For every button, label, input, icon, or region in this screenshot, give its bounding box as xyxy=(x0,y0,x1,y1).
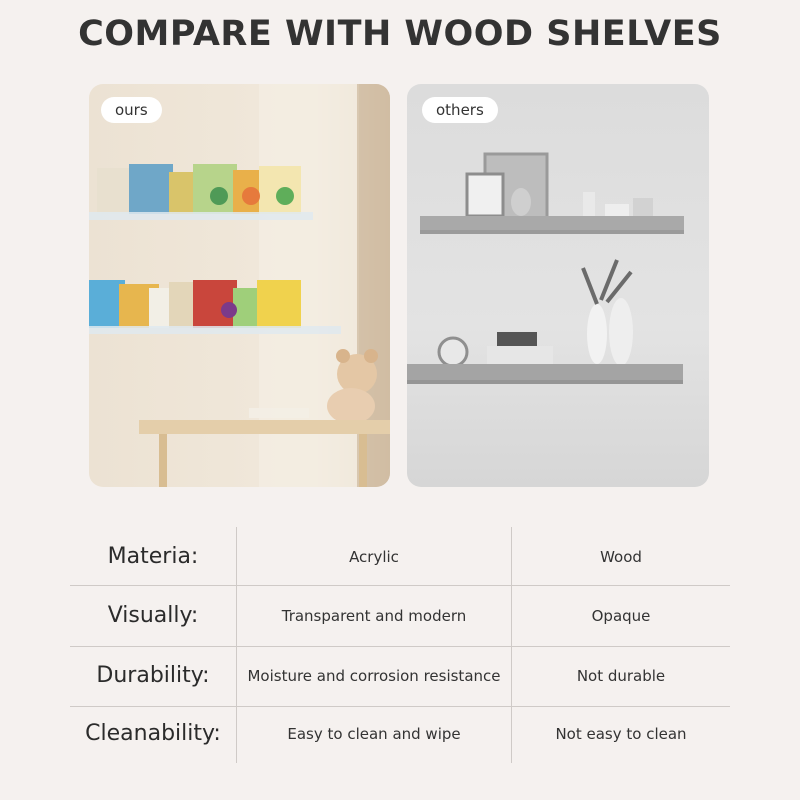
others-tag: others xyxy=(422,97,498,123)
others-value: Wood xyxy=(600,547,642,566)
bottom-shelf-items xyxy=(439,260,633,366)
others-value: Not easy to clean xyxy=(555,724,687,743)
top-shelf-books xyxy=(97,164,301,214)
comparison-table xyxy=(70,527,730,763)
table-row xyxy=(70,586,730,645)
ours-photo xyxy=(89,84,390,487)
top-acrylic-shelf xyxy=(89,212,313,220)
wood-shelves-illustration xyxy=(407,84,709,487)
row-label: Materia: xyxy=(107,544,199,569)
row-label: Cleanability: xyxy=(85,721,221,746)
ours-value: Moisture and corrosion resistance xyxy=(247,666,501,685)
bottom-shelf-books xyxy=(89,280,301,328)
bottom-acrylic-shelf xyxy=(89,326,341,334)
ours-value: Easy to clean and wipe xyxy=(287,724,461,743)
table-row xyxy=(70,646,730,705)
others-photo xyxy=(407,84,709,487)
ours-tag: ours xyxy=(101,97,162,123)
row-label: Durability: xyxy=(96,663,210,688)
ours-value: Acrylic xyxy=(349,547,399,566)
others-value: Opaque xyxy=(591,606,651,625)
others-value: Not durable xyxy=(576,666,666,685)
acrylic-shelves-illustration xyxy=(89,84,390,487)
top-shelf-items xyxy=(467,154,653,218)
row-label: Visually: xyxy=(107,603,199,628)
bottom-wood-shelf xyxy=(407,364,683,380)
table-row xyxy=(70,527,730,586)
top-wood-shelf xyxy=(420,216,684,230)
table-row xyxy=(70,704,730,763)
page-title: COMPARE WITH WOOD SHELVES xyxy=(78,14,722,54)
ours-value: Transparent and modern xyxy=(281,606,467,625)
